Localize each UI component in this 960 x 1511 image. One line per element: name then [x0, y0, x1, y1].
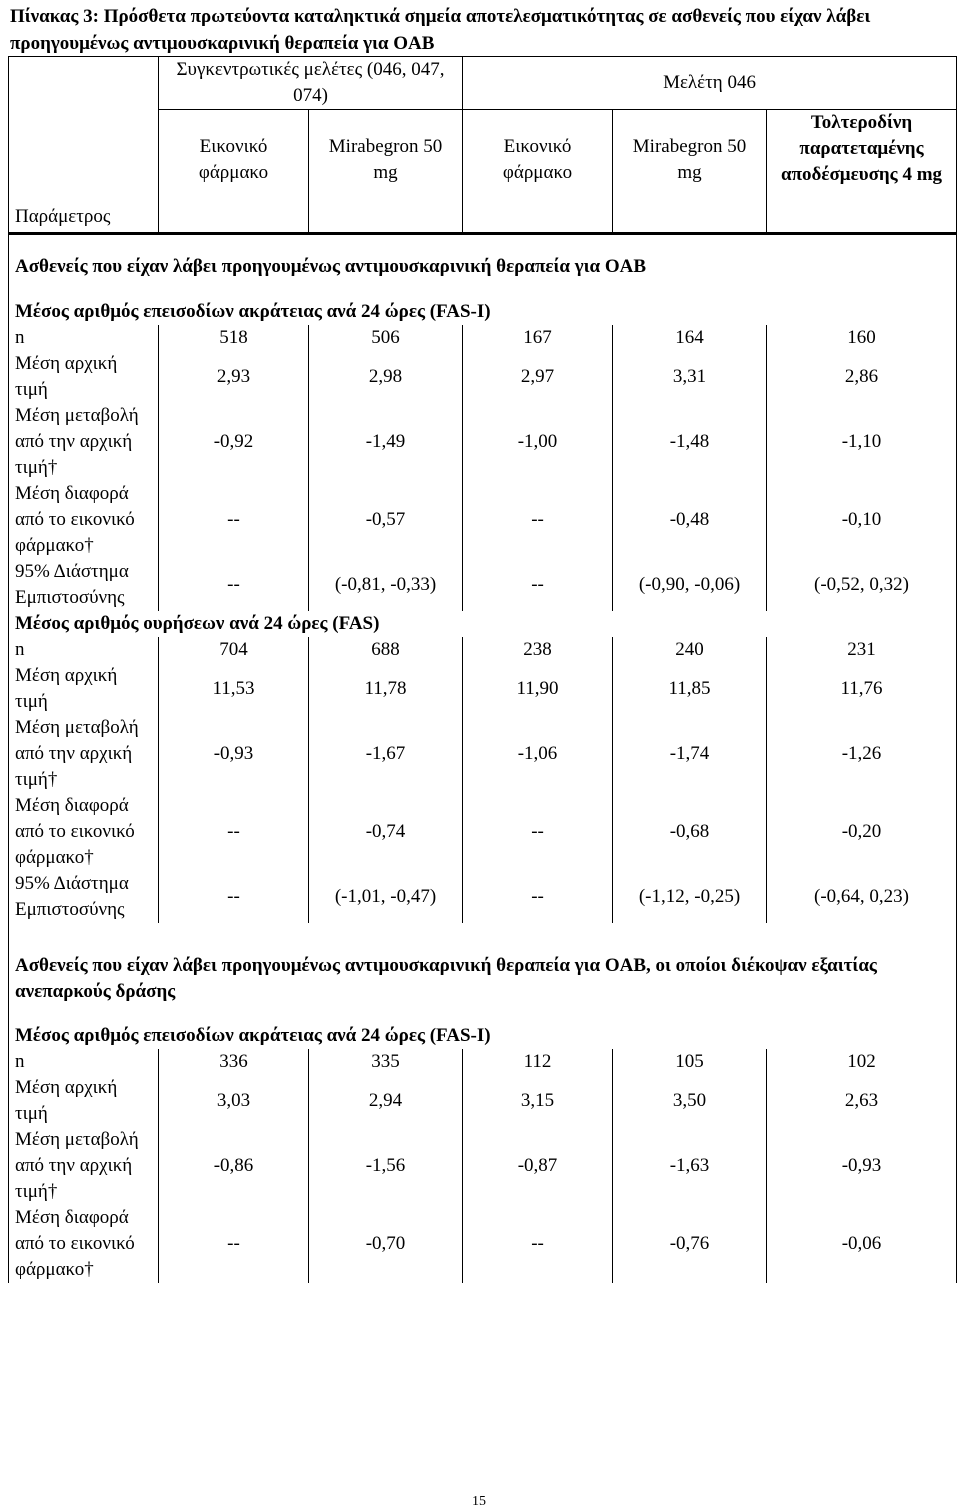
- table-cell: -0,06: [767, 1205, 957, 1283]
- table-cell: -0,68: [613, 793, 767, 871]
- table-cell: -0,74: [309, 793, 463, 871]
- table-cell: 238: [463, 637, 613, 663]
- table-cell: 335: [309, 1049, 463, 1075]
- table-row: [9, 715, 957, 793]
- block-title: Μέσος αριθμός επεισοδίων ακράτειας ανά 24 ώρες (FAS-I): [9, 1023, 957, 1049]
- spacer-row: [9, 234, 957, 250]
- table-cell: 518: [159, 325, 309, 351]
- table-cell: 231: [767, 637, 957, 663]
- row-label: Μέση μεταβολή από την αρχική τιμή†: [9, 715, 159, 793]
- table-cell: 11,90: [463, 663, 613, 715]
- table-cell: 2,97: [463, 351, 613, 403]
- page-number: 15: [472, 1494, 486, 1509]
- table-cell: (-0,52, 0,32): [767, 559, 957, 611]
- table-cell: -1,63: [613, 1127, 767, 1205]
- table-cell: --: [159, 559, 309, 611]
- row-label: Μέση αρχική τιμή: [9, 663, 159, 715]
- spacer-row: [9, 285, 957, 299]
- table-row: [9, 663, 957, 715]
- table-row: [9, 793, 957, 871]
- spacer-cell: [9, 1005, 957, 1023]
- header-parameter: Παράμετρος: [9, 57, 159, 234]
- table-cell: 3,15: [463, 1075, 613, 1127]
- row-label: Μέση αρχική τιμή: [9, 351, 159, 403]
- table-cell: -0,57: [309, 481, 463, 559]
- efficacy-table: [8, 56, 957, 1283]
- table-cell: -1,10: [767, 403, 957, 481]
- header-study-046: Μελέτη 046: [463, 57, 957, 110]
- table-cell: 11,76: [767, 663, 957, 715]
- section-title-row: [9, 249, 957, 285]
- table-cell: --: [159, 793, 309, 871]
- table-cell: 2,86: [767, 351, 957, 403]
- row-label: Μέση διαφορά από το εικονικό φάρμακο†: [9, 481, 159, 559]
- table-cell: 112: [463, 1049, 613, 1075]
- table-row: [9, 325, 957, 351]
- spacer-row: [9, 1005, 957, 1023]
- table-cell: 2,93: [159, 351, 309, 403]
- table-cell: 11,85: [613, 663, 767, 715]
- spacer-cell: [9, 923, 957, 953]
- row-label: Μέση αρχική τιμή: [9, 1075, 159, 1127]
- spacer-row: [9, 923, 957, 953]
- table-cell: --: [463, 871, 613, 923]
- section-title-row: [9, 953, 957, 1005]
- header-mirabegron-pooled: Mirabegron 50 mg: [309, 110, 463, 234]
- block-title: Μέσος αριθμός ουρήσεων ανά 24 ώρες (FAS): [9, 611, 957, 637]
- table-row: [9, 481, 957, 559]
- table-cell: (-0,81, -0,33): [309, 559, 463, 611]
- table-cell: -0,93: [767, 1127, 957, 1205]
- table-cell: -0,76: [613, 1205, 767, 1283]
- table-cell: --: [159, 871, 309, 923]
- table-cell: -1,48: [613, 403, 767, 481]
- table-row: [9, 1127, 957, 1205]
- table-row: [9, 637, 957, 663]
- table-cell: -0,86: [159, 1127, 309, 1205]
- table-cell: 3,03: [159, 1075, 309, 1127]
- table-cell: (-1,01, -0,47): [309, 871, 463, 923]
- table-cell: 11,53: [159, 663, 309, 715]
- row-label: Μέση μεταβολή από την αρχική τιμή†: [9, 1127, 159, 1205]
- table-cell: 3,31: [613, 351, 767, 403]
- header-pooled-studies: Συγκεντρωτικές μελέτες (046, 047, 074): [159, 57, 463, 110]
- row-label: n: [9, 1049, 159, 1075]
- table-cell: 2,94: [309, 1075, 463, 1127]
- table-cell: -1,26: [767, 715, 957, 793]
- table-cell: (-0,64, 0,23): [767, 871, 957, 923]
- table-row: [9, 403, 957, 481]
- table-row: [9, 559, 957, 611]
- table-cell: -1,00: [463, 403, 613, 481]
- block-title: Μέσος αριθμός επεισοδίων ακράτειας ανά 24 ώρες (FAS-I): [9, 299, 957, 325]
- table-cell: (-0,90, -0,06): [613, 559, 767, 611]
- table-cell: -1,74: [613, 715, 767, 793]
- table-cell: 2,98: [309, 351, 463, 403]
- table-cell: (-1,12, -0,25): [613, 871, 767, 923]
- table-cell: -0,48: [613, 481, 767, 559]
- table-cell: 688: [309, 637, 463, 663]
- table-cell: 102: [767, 1049, 957, 1075]
- table-cell: 704: [159, 637, 309, 663]
- table-cell: -0,10: [767, 481, 957, 559]
- table-cell: -1,06: [463, 715, 613, 793]
- row-label: 95% Διάστημα Εμπιστοσύνης: [9, 871, 159, 923]
- header-placebo-046: Εικονικό φάρμακο: [463, 110, 613, 234]
- table-cell: --: [463, 1205, 613, 1283]
- table-caption: Πίνακας 3: Πρόσθετα πρωτεύοντα καταληκτικά σημεία αποτελεσματικότητας σε ασθενείς που είχαν λάβει προηγουμένως αντιμουσκαρινική θεραπεία για OAB: [10, 6, 871, 54]
- table-cell: 11,78: [309, 663, 463, 715]
- spacer-cell: [9, 234, 957, 250]
- table-cell: --: [159, 1205, 309, 1283]
- header-tolterodine: Τολτεροδίνη παρατεταμένης αποδέσμευσης 4 mg: [767, 110, 957, 234]
- table-cell: -0,20: [767, 793, 957, 871]
- table-cell: --: [463, 481, 613, 559]
- table-cell: --: [159, 481, 309, 559]
- table-cell: --: [463, 559, 613, 611]
- table-row: [9, 351, 957, 403]
- table-cell: --: [463, 793, 613, 871]
- header-mirabegron-046: Mirabegron 50 mg: [613, 110, 767, 234]
- table-cell: 336: [159, 1049, 309, 1075]
- section-title: Ασθενείς που είχαν λάβει προηγουμένως αντιμουσκαρινική θεραπεία για OAB: [9, 249, 957, 285]
- table-cell: -1,67: [309, 715, 463, 793]
- block-title-row: [9, 611, 957, 637]
- header-placebo-pooled: Εικονικό φάρμακο: [159, 110, 309, 234]
- table-row: [9, 1049, 957, 1075]
- section-title: Ασθενείς που είχαν λάβει προηγουμένως αντιμουσκαρινική θεραπεία για OAB, οι οποίοι διέκοψαν εξαιτίας ανεπαρκούς δράσης: [9, 953, 957, 1005]
- table-cell: 160: [767, 325, 957, 351]
- table-cell: 105: [613, 1049, 767, 1075]
- row-label: Μέση μεταβολή από την αρχική τιμή†: [9, 403, 159, 481]
- table-cell: 164: [613, 325, 767, 351]
- block-title-row: [9, 1023, 957, 1049]
- table-row: [9, 1205, 957, 1283]
- table-cell: -0,93: [159, 715, 309, 793]
- table-cell: 167: [463, 325, 613, 351]
- table-cell: -0,92: [159, 403, 309, 481]
- block-title-row: [9, 299, 957, 325]
- table-row: [9, 871, 957, 923]
- table-row: [9, 1075, 957, 1127]
- row-label: n: [9, 325, 159, 351]
- spacer-cell: [9, 285, 957, 299]
- table-cell: 506: [309, 325, 463, 351]
- row-label: Μέση διαφορά από το εικονικό φάρμακο†: [9, 793, 159, 871]
- table-cell: -1,49: [309, 403, 463, 481]
- table-cell: -0,87: [463, 1127, 613, 1205]
- row-label: n: [9, 637, 159, 663]
- table-cell: 240: [613, 637, 767, 663]
- table-cell: -1,56: [309, 1127, 463, 1205]
- row-label: Μέση διαφορά από το εικονικό φάρμακο†: [9, 1205, 159, 1283]
- table-cell: 3,50: [613, 1075, 767, 1127]
- table-cell: 2,63: [767, 1075, 957, 1127]
- row-label: 95% Διάστημα Εμπιστοσύνης: [9, 559, 159, 611]
- table-cell: -0,70: [309, 1205, 463, 1283]
